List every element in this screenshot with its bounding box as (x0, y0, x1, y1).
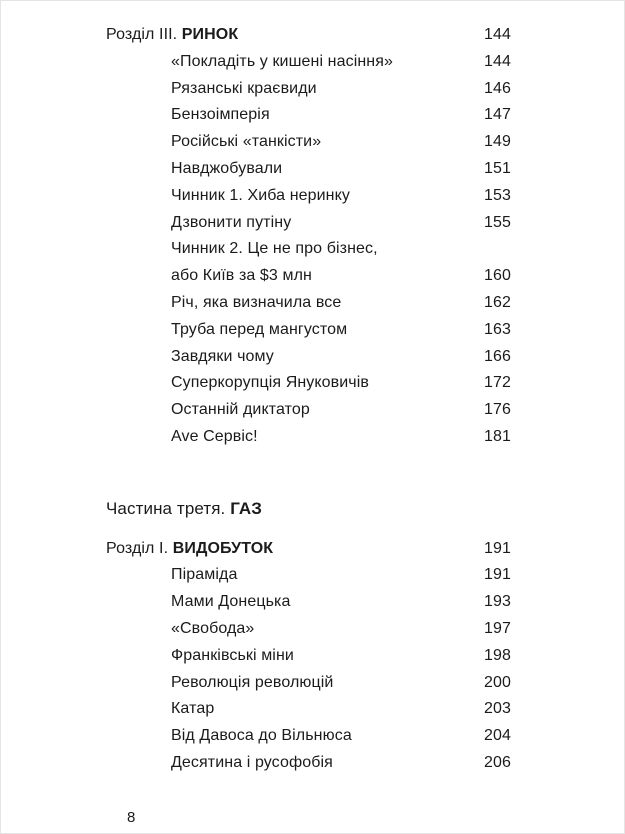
toc-entry-label: Чинник 2. Це не про бізнес, або Київ за $3 млн (171, 240, 378, 285)
toc-entry-label: «Свобода» (171, 619, 255, 637)
toc-entry-page-number: 203 (484, 700, 511, 718)
toc-item (106, 562, 511, 589)
toc-entry-label: Ave Сервіс! (171, 427, 258, 445)
toc-entry-page-number: 193 (484, 593, 511, 611)
toc-entry-label: Піраміда (171, 566, 238, 584)
toc-entry-page-number: 144 (484, 52, 511, 70)
toc-item (106, 344, 511, 371)
toc-entry-page-number: 176 (484, 401, 511, 419)
toc-entry-page-number: 204 (484, 727, 511, 745)
toc-entry-page-number: 172 (484, 374, 511, 392)
toc-item (106, 616, 511, 643)
toc-heading-prefix: Розділ III. (106, 26, 182, 43)
toc-entry-page-number: 191 (484, 539, 511, 557)
toc-item (106, 102, 511, 129)
toc-entry-page-number: 151 (484, 159, 511, 177)
toc-entry-label: Російські «танкісти» (171, 133, 322, 151)
toc-entry-label (106, 22, 463, 49)
toc-entry-page-number: 146 (484, 79, 511, 97)
toc-item (106, 696, 511, 723)
toc-item (106, 643, 511, 670)
page-number: 8 (127, 809, 136, 826)
toc-entry-label: Рязанські краєвиди (171, 79, 317, 97)
toc-entry-label: Останній диктатор (171, 401, 310, 419)
toc-entry-label: «Покладіть у кишені насіння» (171, 52, 393, 70)
toc-entry-page-number: 191 (484, 566, 511, 584)
toc-item (106, 424, 511, 451)
toc-heading-title: РИНОК (181, 26, 239, 43)
toc-heading-chapter (106, 536, 511, 563)
toc-entry-label: Річ, яка визначила все (171, 293, 342, 311)
toc-heading-part (106, 496, 511, 523)
toc-item (106, 156, 511, 183)
toc-entry-label: Бензоімперія (171, 106, 270, 124)
table-of-contents (106, 22, 511, 777)
toc-entry-page-number: 149 (484, 133, 511, 151)
toc-entry-label: Катар (171, 700, 215, 718)
toc-heading-prefix: Частина третя. (106, 498, 231, 518)
toc-entry-page-number: 153 (484, 186, 511, 204)
toc-item (106, 49, 511, 76)
toc-entry-page-number: 155 (484, 213, 511, 231)
toc-entry-label: Дзвонити путіну (171, 213, 292, 231)
toc-item (106, 76, 511, 103)
toc-item (106, 750, 511, 777)
toc-entry-page-number: 147 (484, 106, 511, 124)
toc-entry-label: Мами Донецька (171, 593, 291, 611)
toc-entry-page-number: 144 (484, 26, 511, 43)
toc-heading-chapter (106, 22, 511, 49)
toc-entry-label: Десятина і русофобія (171, 753, 333, 771)
toc-entry-page-number: 163 (484, 320, 511, 338)
toc-entry-page-number: 197 (484, 619, 511, 637)
toc-entry-page-number: 200 (484, 673, 511, 691)
toc-item (106, 397, 511, 424)
toc-entry-page-number: 162 (484, 293, 511, 311)
toc-entry-label (106, 536, 463, 563)
toc-item (106, 370, 511, 397)
toc-entry-label: Суперкорупція Януковичів (171, 374, 370, 392)
toc-item (106, 210, 511, 237)
toc-entry-label: Завдяки чому (171, 347, 274, 365)
toc-entry-page-number: 181 (484, 427, 511, 445)
toc-heading-title: ВИДОБУТОК (172, 539, 274, 557)
toc-entry-page-number: 198 (484, 646, 511, 664)
toc-entry-label (106, 496, 463, 523)
toc-entry-label: Чинник 1. Хиба неринку (171, 186, 350, 204)
toc-entry-label: Від Давоса до Вільнюса (171, 727, 352, 745)
toc-item (106, 317, 511, 344)
toc-item (106, 670, 511, 697)
toc-item (106, 129, 511, 156)
toc-heading-prefix: Розділ I. (106, 539, 173, 557)
toc-heading-title: ГАЗ (230, 498, 262, 518)
toc-entry-page-number: 166 (484, 347, 511, 365)
toc-item (106, 290, 511, 317)
toc-entry-label: Навджобували (171, 159, 283, 177)
toc-entry-label: Франківські міни (171, 646, 294, 664)
toc-item (106, 723, 511, 750)
toc-entry-label: Революція революцій (171, 673, 334, 691)
toc-entry-page-number: 160 (484, 267, 511, 285)
toc-entry-page-number: 206 (484, 753, 511, 771)
toc-item (106, 183, 511, 210)
toc-item (106, 589, 511, 616)
toc-item (106, 236, 511, 290)
toc-entry-label: Труба перед мангустом (171, 320, 348, 338)
